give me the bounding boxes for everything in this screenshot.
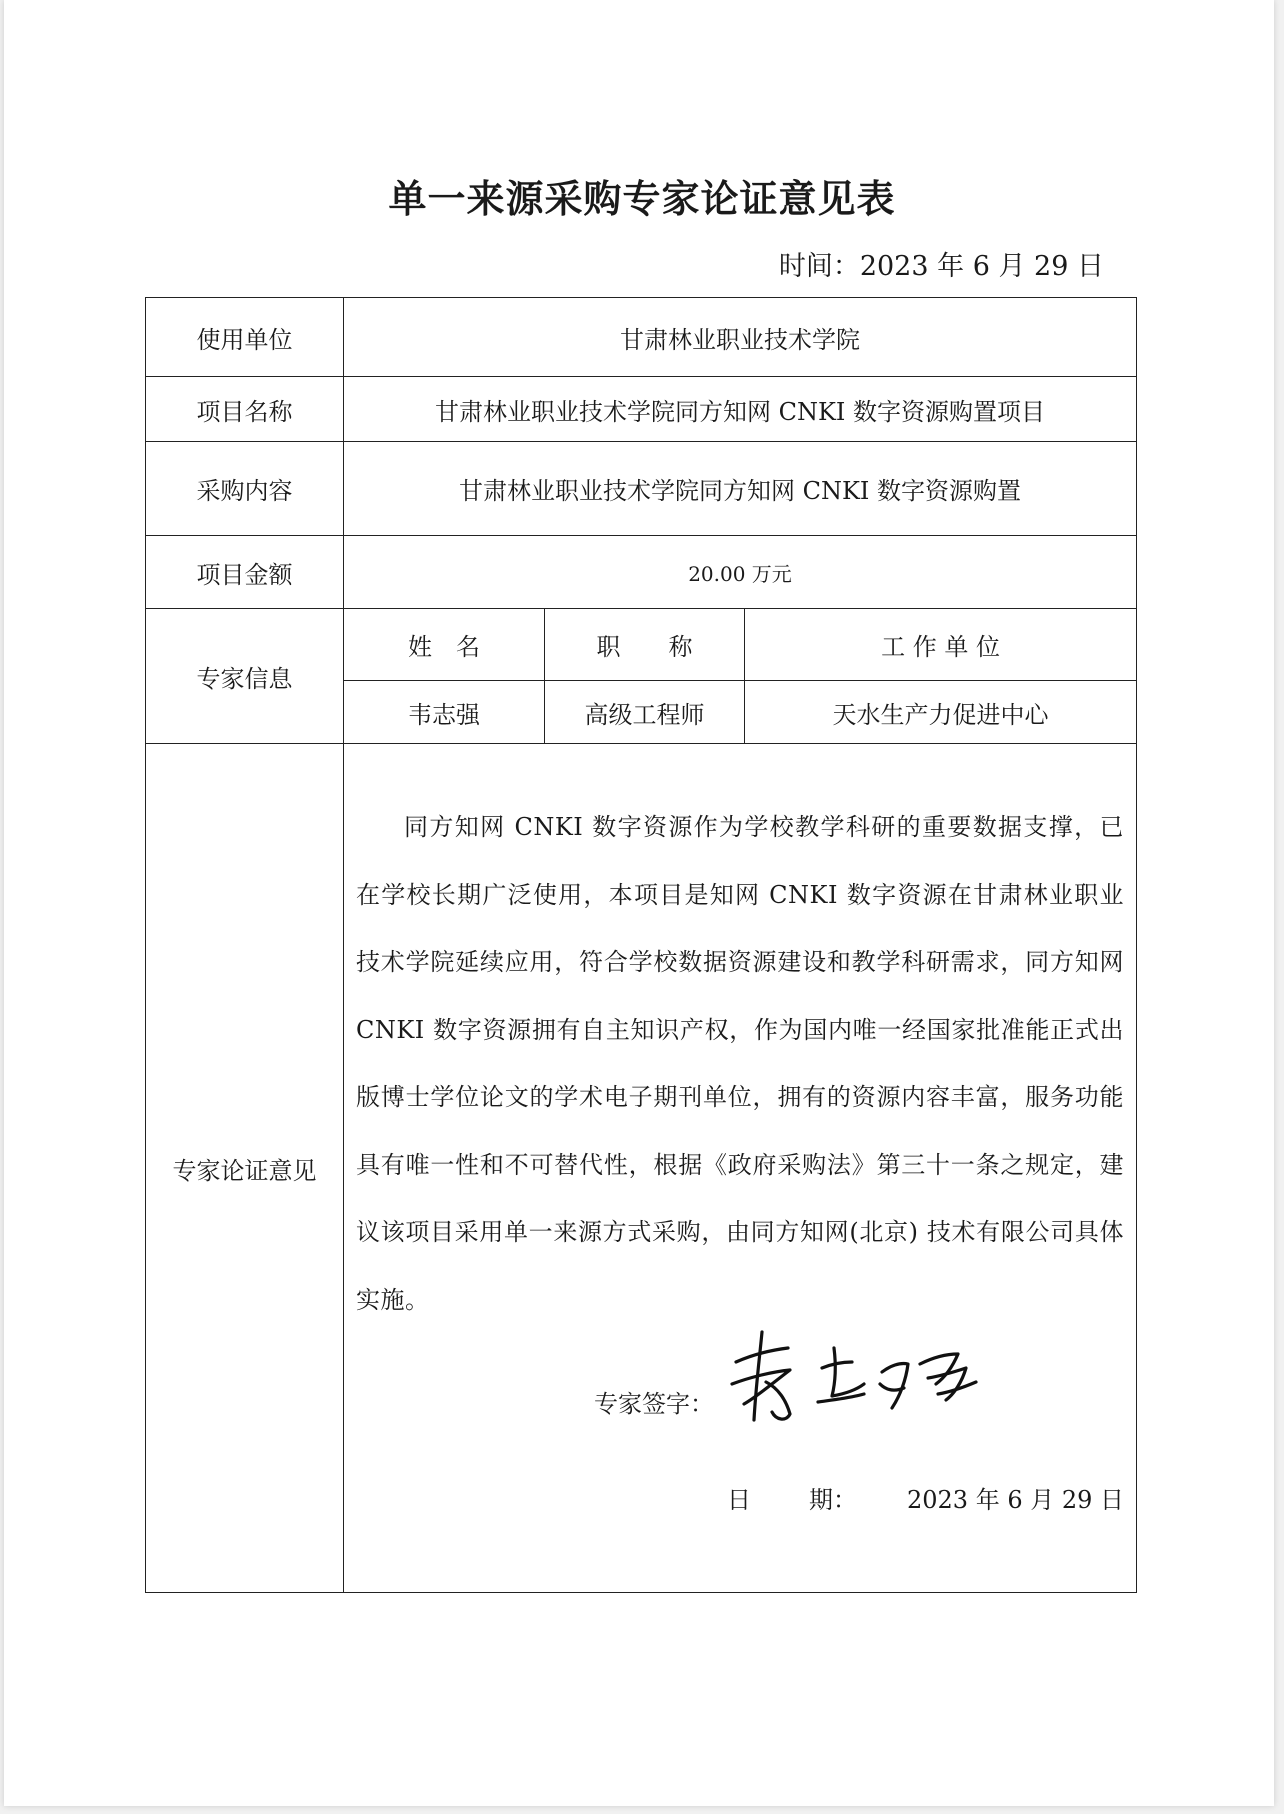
content-value: 甘肃林业职业技术学院同方知网 CNKI 数字资源购置 [344,442,1137,536]
table-row [146,377,1137,442]
handwritten-signature [714,1324,994,1434]
time-label: 时间： [778,251,860,282]
expert-job-title: 高级工程师 [545,681,745,744]
project-label: 项目名称 [146,377,344,442]
header-workplace: 工 作 单 位 [745,609,1137,681]
time-line [779,244,1104,283]
opinion-label: 专家论证意见 [146,744,344,1593]
header-title: 职 称 [545,609,745,681]
opinion-text: 同方知网 CNKI 数字资源作为学校教学科研的重要数据支撑，已在学校长期广泛使用，本项目是知网 CNKI 数字资源在甘肃林业职业技术学院延续应用，符合学校数据资源建设和教学科研需求，同方知网 CNKI 数字资源拥有自主知识产权，作为国内唯一经国家批准能正式出版博士学位论文的学术电子期刊单位，拥有的资源内容丰富，服务功能具有唯一性和不可替代性，根据《政府采购法》第三十一条之规定，建议该项目采用单一来源方式采购，由同方知网(北京) 技术有限公司具体实施。 [356,813,1125,1314]
table-row [146,609,1137,681]
table-row [146,536,1137,609]
expert-name: 韦志强 [344,681,545,744]
amount-label: 项目金额 [146,536,344,609]
unit-value: 甘肃林业职业技术学院 [344,298,1137,377]
project-value: 甘肃林业职业技术学院同方知网 CNKI 数字资源购置项目 [344,377,1137,442]
time-value: 2023 年 6 月 29 日 [859,251,1104,282]
opinion-form-table [145,297,1137,1593]
document-title: 单一来源采购专家论证意见表 [388,177,896,221]
date-line [727,1480,1124,1515]
date-value: 2023 年 6 月 29 日 [906,1486,1125,1514]
header-name: 姓 名 [344,609,545,681]
amount-value: 20.00 万元 [344,536,1137,609]
table-row [146,442,1137,536]
content-label: 采购内容 [146,442,344,536]
table-row [146,298,1137,377]
expert-workplace: 天水生产力促进中心 [745,681,1137,744]
signature-label: 专家签字： [594,1390,714,1418]
unit-label: 使用单位 [146,298,344,377]
table-row [146,744,1137,1593]
date-label-2: 期： [808,1486,857,1514]
date-label-1: 日 [726,1486,751,1514]
expert-info-label: 专家信息 [146,609,344,744]
opinion-cell [344,744,1137,1593]
